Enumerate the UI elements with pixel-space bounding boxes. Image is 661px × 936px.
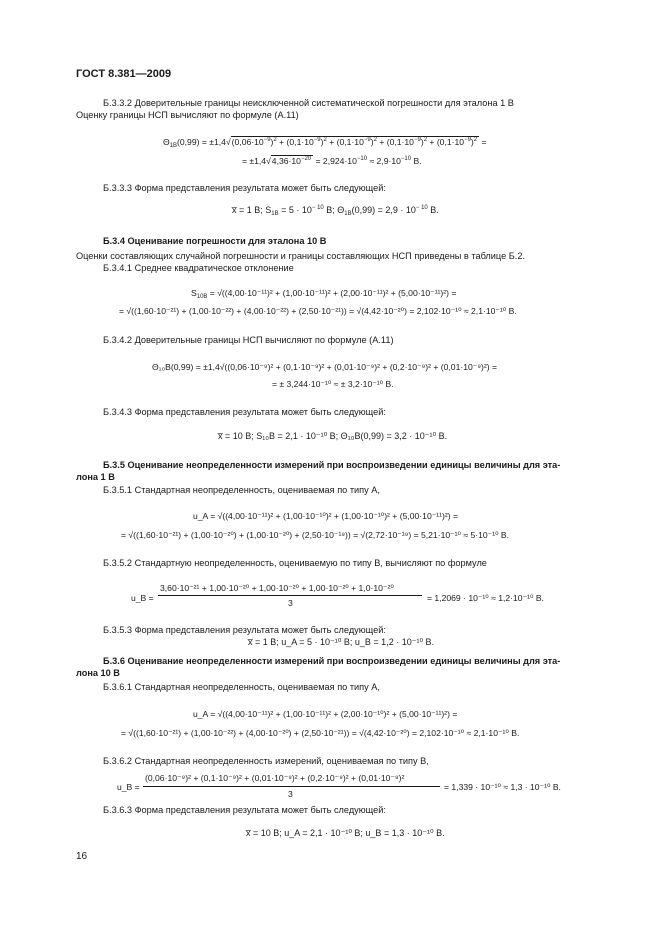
section-b333-title: Б.3.3.3 Форма представления результата может быть следующей:: [103, 183, 386, 193]
formula-ua-1v: u_A = √((4,00·10⁻¹¹)² + (1,00·10⁻¹⁰)² + (1,00·10⁻¹⁰)² + (5,00·10⁻¹¹)²) =: [193, 511, 458, 521]
formula-radicand: $(0,06\cdot 10^{-9})^2 + (0,1\cdot 10^{-9})^2 + (0,1\cdot 10^{-9})^2 + (0,1\cdot 10^{-9})^2 + (0,1\cdot 10^{-9})^2$: [231, 137, 478, 147]
formula-ua-10v: u_A = √((4,00·10⁻¹¹)² + (1,00·10⁻¹¹)² + (2,00·10⁻¹⁰)² + (5,00·10⁻¹¹)²) =: [193, 709, 458, 719]
formula-theta-10v-result: = ± 3,244·10⁻¹⁰ ≈ ± 3,2·10⁻¹⁰ В.: [272, 379, 394, 389]
formula-ub-10v-numerator: (0,06·10⁻⁹)² + (0,1·10⁻⁹)² + (0,01·10⁻⁹)² + (0,2·10⁻⁹)² + (0,01·10⁻⁹)²: [145, 773, 405, 783]
section-b343-title: Б.3.4.3 Форма представления результата может быть следующей:: [103, 407, 386, 417]
formula-ub-10v-denominator: 3: [288, 789, 293, 799]
formula-ub-10v-result: = 1,339 · 10⁻¹⁰ ≈ 1,3 · 10⁻¹⁰ В.: [444, 782, 561, 792]
section-b36-heading-line1: Б.3.6 Оценивание неопределенности измерений при воспроизведении единицы величины для эта-: [103, 656, 561, 666]
fraction-bar: [158, 595, 422, 596]
formula-s10v-result: = √((1,60·10⁻²¹) + (1,00·10⁻²²) + (4,00·10⁻²²) + (2,50·10⁻²¹)) = √(4,42·10⁻²⁰) = 2,102·10⁻¹⁰ ≈ 2,1·10⁻¹⁰ В.: [119, 306, 517, 316]
formula-theta-10v: Θ₁₀В(0,99) = ±1,4√((0,06·10⁻⁹)² + (0,1·10⁻⁹)² + (0,01·10⁻⁹)² + (0,2·10⁻⁹)² + (0,01·10⁻⁹)²) =: [152, 362, 497, 372]
result-uncertainty-10v: x̅ = 10 В; u_A = 2,1 · 10⁻¹⁰ В; u_B = 1,3 · 10⁻¹⁰ В.: [246, 828, 445, 838]
section-b36-heading-line2: лона 10 В: [76, 668, 120, 678]
formula-ua-1v-result: = √((1,60·10⁻²¹) + (1,00·10⁻²⁰) + (1,00·10⁻²⁰) + (2,50·10⁻¹⁹)) = √(2,72·10⁻¹⁹) = 5,21·10⁻¹⁰ ≈ 5·10⁻¹⁰ В.: [121, 530, 510, 540]
formula-symbol: Θ: [163, 137, 170, 147]
formula-s10v: $S_{10В} = √((4,00\cdot 10^{-11})^2 + (1,00\cdot 10^{-11})^2 + (2,00\cdot 10^{-11})^2 + (5,00\cdot 10^{-11})^2)$ =: [191, 288, 457, 300]
formula-ub-10v-lhs: u_B =: [117, 782, 140, 792]
section-b363-title: Б.3.6.3 Форма представления результата может быть следующей:: [103, 805, 386, 815]
formula-text: (0,99) = ±1,4: [177, 137, 226, 147]
fraction-bar: [143, 786, 440, 787]
section-b351-title: Б.3.5.1 Стандартная неопределенность, оцениваемая по типу А,: [103, 485, 380, 495]
section-b35-heading-line2: лона 1 В: [76, 472, 115, 482]
section-b332-text: Оценку границы НСП вычисляют по формуле (А.11): [76, 110, 299, 120]
section-b35-heading-line1: Б.3.5 Оценивание неопределенности измерений при воспроизведении единицы величины для эта-: [103, 460, 561, 470]
result-1v: x̅ = 1 В; $S_{1В} = 5 \cdot 10^{- 10}$ В; $\Theta_{1В}(0,99) = 2,9 \cdot 10^{- 10}$ В.: [232, 205, 439, 217]
formula-ub-1v-denominator: 3: [288, 598, 293, 608]
section-b34-heading: Б.3.4 Оценивание погрешности для эталона 10 В: [103, 236, 327, 246]
result-uncertainty-1v: x̅ = 1 В; u_A = 5 · 10⁻¹⁰ В; u_B = 1,2 · 10⁻¹⁰ В.: [248, 637, 435, 647]
section-b353-title: Б.3.5.3 Форма представления результата может быть следующей:: [103, 625, 386, 635]
section-b361-title: Б.3.6.1 Стандартная неопределенность, оцениваемая по типу А,: [103, 682, 380, 692]
formula-ub-1v-numerator: 3,60·10⁻²¹ + 1,00·10⁻²⁰ + 1,00·10⁻²⁰ + 1,00·10⁻²⁰ + 1,0·10⁻²⁰: [160, 583, 394, 593]
document-header: ГОСТ 8.381—2009: [76, 68, 172, 80]
formula-ua-10v-result: = √((1,60·10⁻²¹) + (1,00·10⁻²²) + (4,00·10⁻²⁰) + (2,50·10⁻²¹)) = √(4,42·10⁻²⁰) = 2,102·10⁻¹⁰ ≈ 2,1·10⁻¹⁰ В.: [121, 728, 520, 738]
page-number: 16: [76, 851, 88, 862]
formula-theta-1v-result: = $\pm 1,4√4,36\cdot 10^{-20} = 2,924\cdot 10^{-10} \approx 2,9\cdot 10^{-10}$ В.: [242, 156, 422, 166]
formula-text: =: [479, 137, 487, 147]
section-b34-text: Оценки составляющих случайной погрешности и границы составляющих НСП приведены в таблице Б.2.: [76, 251, 525, 261]
section-b332-title: Б.3.3.2 Доверительные границы неисключенной систематической погрешности для эталона 1 В: [103, 98, 514, 108]
result-10v: x̅ = 10 В; S₁₀В = 2,1 · 10⁻¹⁰ В; Θ₁₀В(0,99) = 3,2 · 10⁻¹⁰ В.: [218, 431, 448, 441]
formula-ub-1v-lhs: u_B =: [131, 593, 154, 603]
section-b362-title: Б.3.6.2 Стандартная неопределенность измерений, оцениваемая по типу В,: [103, 756, 429, 766]
formula-theta-1v: $\Theta_{1В}(0,99) = \pm 1,4√(0,06\cdot 10^{-9})^2 + (0,1\cdot 10^{-9})^2 + (0,1\cdot 10^{-9})^2 + (0,1\cdot 10^{-9})^2 + (0,1\cdot 10^{-9})^2$ =: [163, 137, 487, 149]
section-b341-title: Б.3.4.1 Среднее квадратическое отклонение: [103, 263, 294, 273]
section-b342-title: Б.3.4.2 Доверительные границы НСП вычисляют по формуле (А.11): [103, 335, 394, 345]
section-b352-title: Б.3.5.2 Стандартную неопределенность, оцениваемую по типу В, вычисляют по формуле: [103, 558, 487, 568]
formula-subscript: 1В: [169, 143, 178, 149]
formula-ub-1v-result: = 1,2069 · 10⁻¹⁰ ≈ 1,2·10⁻¹⁰ В.: [427, 593, 544, 603]
